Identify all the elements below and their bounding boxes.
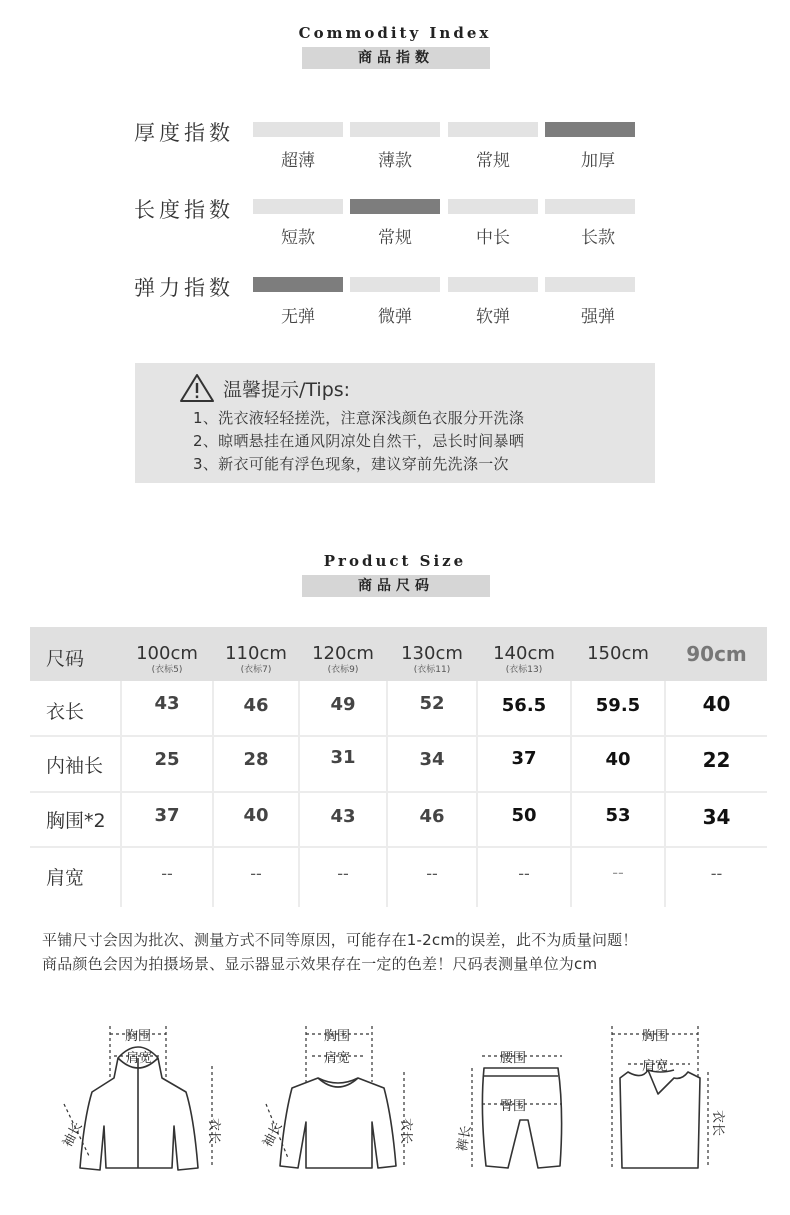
index-option: 中长 xyxy=(476,228,510,248)
size-col-sub: (衣标7) xyxy=(240,665,272,675)
warning-icon xyxy=(179,373,215,407)
hoodie-diagram xyxy=(48,1018,230,1184)
size-header-label: 尺码 xyxy=(46,648,85,670)
size-row-label: 胸围*2 xyxy=(46,810,106,832)
index-bar xyxy=(253,199,343,214)
tips-box xyxy=(135,363,655,483)
sweater-outline xyxy=(280,1078,396,1168)
index-bar xyxy=(350,122,440,137)
size-col-sub: (衣标5) xyxy=(151,665,183,675)
index-option: 短款 xyxy=(281,228,315,248)
size-col-130 xyxy=(388,643,476,675)
size-col-140 xyxy=(478,643,570,675)
size-col-size: 110cm xyxy=(225,643,287,664)
size-value: 40 xyxy=(605,749,631,770)
size-value: 50 xyxy=(511,805,537,826)
index-bar xyxy=(448,122,538,137)
pants-hip-label: 臀围 xyxy=(500,1099,527,1114)
tip-line: 2、晾晒悬挂在通风阴凉处自然干，忌长时间暴晒 xyxy=(193,432,525,450)
pants-outline xyxy=(482,1068,561,1168)
commodity-index-title-en: Commodity Index xyxy=(298,24,492,42)
index-bar xyxy=(350,277,440,292)
size-value: 56.5 xyxy=(501,695,547,716)
index-bar-selected xyxy=(350,199,440,214)
row-divider xyxy=(30,735,767,737)
size-col-size: 130cm xyxy=(401,643,463,664)
size-col-size: 90cm xyxy=(686,642,747,666)
size-col-size: 140cm xyxy=(493,643,555,664)
index-row-label: 厚度指数 xyxy=(134,121,234,145)
sweater-shoulder-label: 肩宽 xyxy=(324,1051,351,1066)
pants-waist-label: 腰围 xyxy=(500,1051,527,1066)
size-value: 37 xyxy=(511,748,537,769)
vest-shoulder-label: 肩宽 xyxy=(642,1059,669,1074)
index-option: 无弹 xyxy=(281,307,315,327)
size-value: 34 xyxy=(702,805,731,829)
sweater-chest-label: 胸围 xyxy=(324,1029,351,1044)
size-value: 40 xyxy=(702,692,731,716)
size-col-sub: (衣标13) xyxy=(505,665,543,675)
note-line: 平铺尺寸会因为批次、测量方式不同等原因，可能存在1-2cm的误差，此不为质量问题！ xyxy=(42,931,638,949)
size-col-90 xyxy=(666,642,767,666)
size-col-size: 150cm xyxy=(587,643,649,664)
size-value: -- xyxy=(710,864,723,883)
product-size-title-en: Product Size xyxy=(323,552,467,570)
index-row-label: 弹力指数 xyxy=(134,276,234,300)
size-col-sub: (衣标9) xyxy=(327,665,359,675)
size-col-120 xyxy=(300,643,386,675)
size-value: 46 xyxy=(419,806,445,827)
sweater-sleeve-label: 袖长 xyxy=(260,1119,286,1150)
size-value: 49 xyxy=(330,694,356,715)
size-value: -- xyxy=(426,864,438,883)
size-value: 25 xyxy=(154,749,180,770)
size-value: 43 xyxy=(330,806,356,827)
sweater-diagram xyxy=(256,1018,426,1184)
product-size-title-cn: 商品尺码 xyxy=(302,575,490,597)
commodity-index-title-cn: 商品指数 xyxy=(302,47,490,69)
size-value: 52 xyxy=(419,693,445,714)
tip-line: 1、洗衣液轻轻搓洗，注意深浅颜色衣服分开洗涤 xyxy=(193,409,525,427)
size-row-label: 衣长 xyxy=(46,701,85,723)
size-value: 28 xyxy=(243,749,269,770)
index-bar xyxy=(545,199,635,214)
vest-diagram xyxy=(598,1018,748,1184)
index-option: 强弹 xyxy=(581,307,615,327)
index-bar xyxy=(448,277,538,292)
size-col-100 xyxy=(122,643,212,675)
size-value: 34 xyxy=(419,749,445,770)
vest-chest-label: 胸围 xyxy=(642,1029,669,1044)
index-bar xyxy=(253,122,343,137)
index-option: 薄款 xyxy=(378,151,412,171)
pants-length-label: 裤长 xyxy=(455,1124,475,1153)
index-bar-selected xyxy=(545,122,635,137)
size-col-sub: (衣标11) xyxy=(413,665,451,675)
index-option: 常规 xyxy=(378,228,412,248)
size-value: -- xyxy=(161,864,173,883)
size-col-150 xyxy=(572,643,664,664)
size-value: -- xyxy=(518,864,530,883)
size-value: 43 xyxy=(154,693,180,714)
size-value: 59.5 xyxy=(595,695,641,716)
index-option: 加厚 xyxy=(581,151,615,171)
size-col-110 xyxy=(214,643,298,675)
size-value: 46 xyxy=(243,695,269,716)
index-option: 超薄 xyxy=(281,151,315,171)
size-row-label: 内袖长 xyxy=(46,755,104,777)
index-row-label: 长度指数 xyxy=(134,198,234,222)
size-value: 40 xyxy=(243,805,269,826)
index-option: 长款 xyxy=(581,228,615,248)
size-value: -- xyxy=(250,864,262,883)
size-col-size: 120cm xyxy=(312,643,374,664)
size-value: -- xyxy=(337,864,349,883)
index-bar xyxy=(545,277,635,292)
size-value: 53 xyxy=(605,805,631,826)
index-bar xyxy=(448,199,538,214)
size-value: 22 xyxy=(702,748,731,772)
hoodie-shoulder-label: 肩宽 xyxy=(126,1051,153,1066)
index-option: 常规 xyxy=(476,151,510,171)
size-row-label: 肩宽 xyxy=(46,867,85,889)
size-col-size: 100cm xyxy=(136,643,198,664)
note-line: 商品颜色会因为拍摄场景、显示器显示效果存在一定的色差！尺码表测量单位为cm xyxy=(42,955,598,973)
vest-length-label: 衣长 xyxy=(710,1110,725,1137)
hoodie-length-label: 衣长 xyxy=(206,1118,221,1145)
tip-line: 3、新衣可能有浮色现象，建议穿前先洗涤一次 xyxy=(193,455,509,473)
index-option: 微弹 xyxy=(378,307,412,327)
size-value: 37 xyxy=(154,805,180,826)
index-bar-selected xyxy=(253,277,343,292)
sweater-length-label: 衣长 xyxy=(398,1118,413,1145)
hoodie-chest-label: 胸围 xyxy=(125,1029,152,1044)
size-value: 31 xyxy=(330,747,356,768)
size-value: -- xyxy=(612,863,624,882)
hoodie-sleeve-label: 袖长 xyxy=(60,1119,86,1150)
row-divider xyxy=(30,846,767,848)
row-divider xyxy=(30,791,767,793)
pants-diagram xyxy=(452,1040,588,1184)
size-table xyxy=(30,627,767,907)
index-option: 软弹 xyxy=(476,307,510,327)
tips-title: 温馨提示/Tips: xyxy=(223,379,351,401)
vest-outline xyxy=(620,1070,700,1168)
